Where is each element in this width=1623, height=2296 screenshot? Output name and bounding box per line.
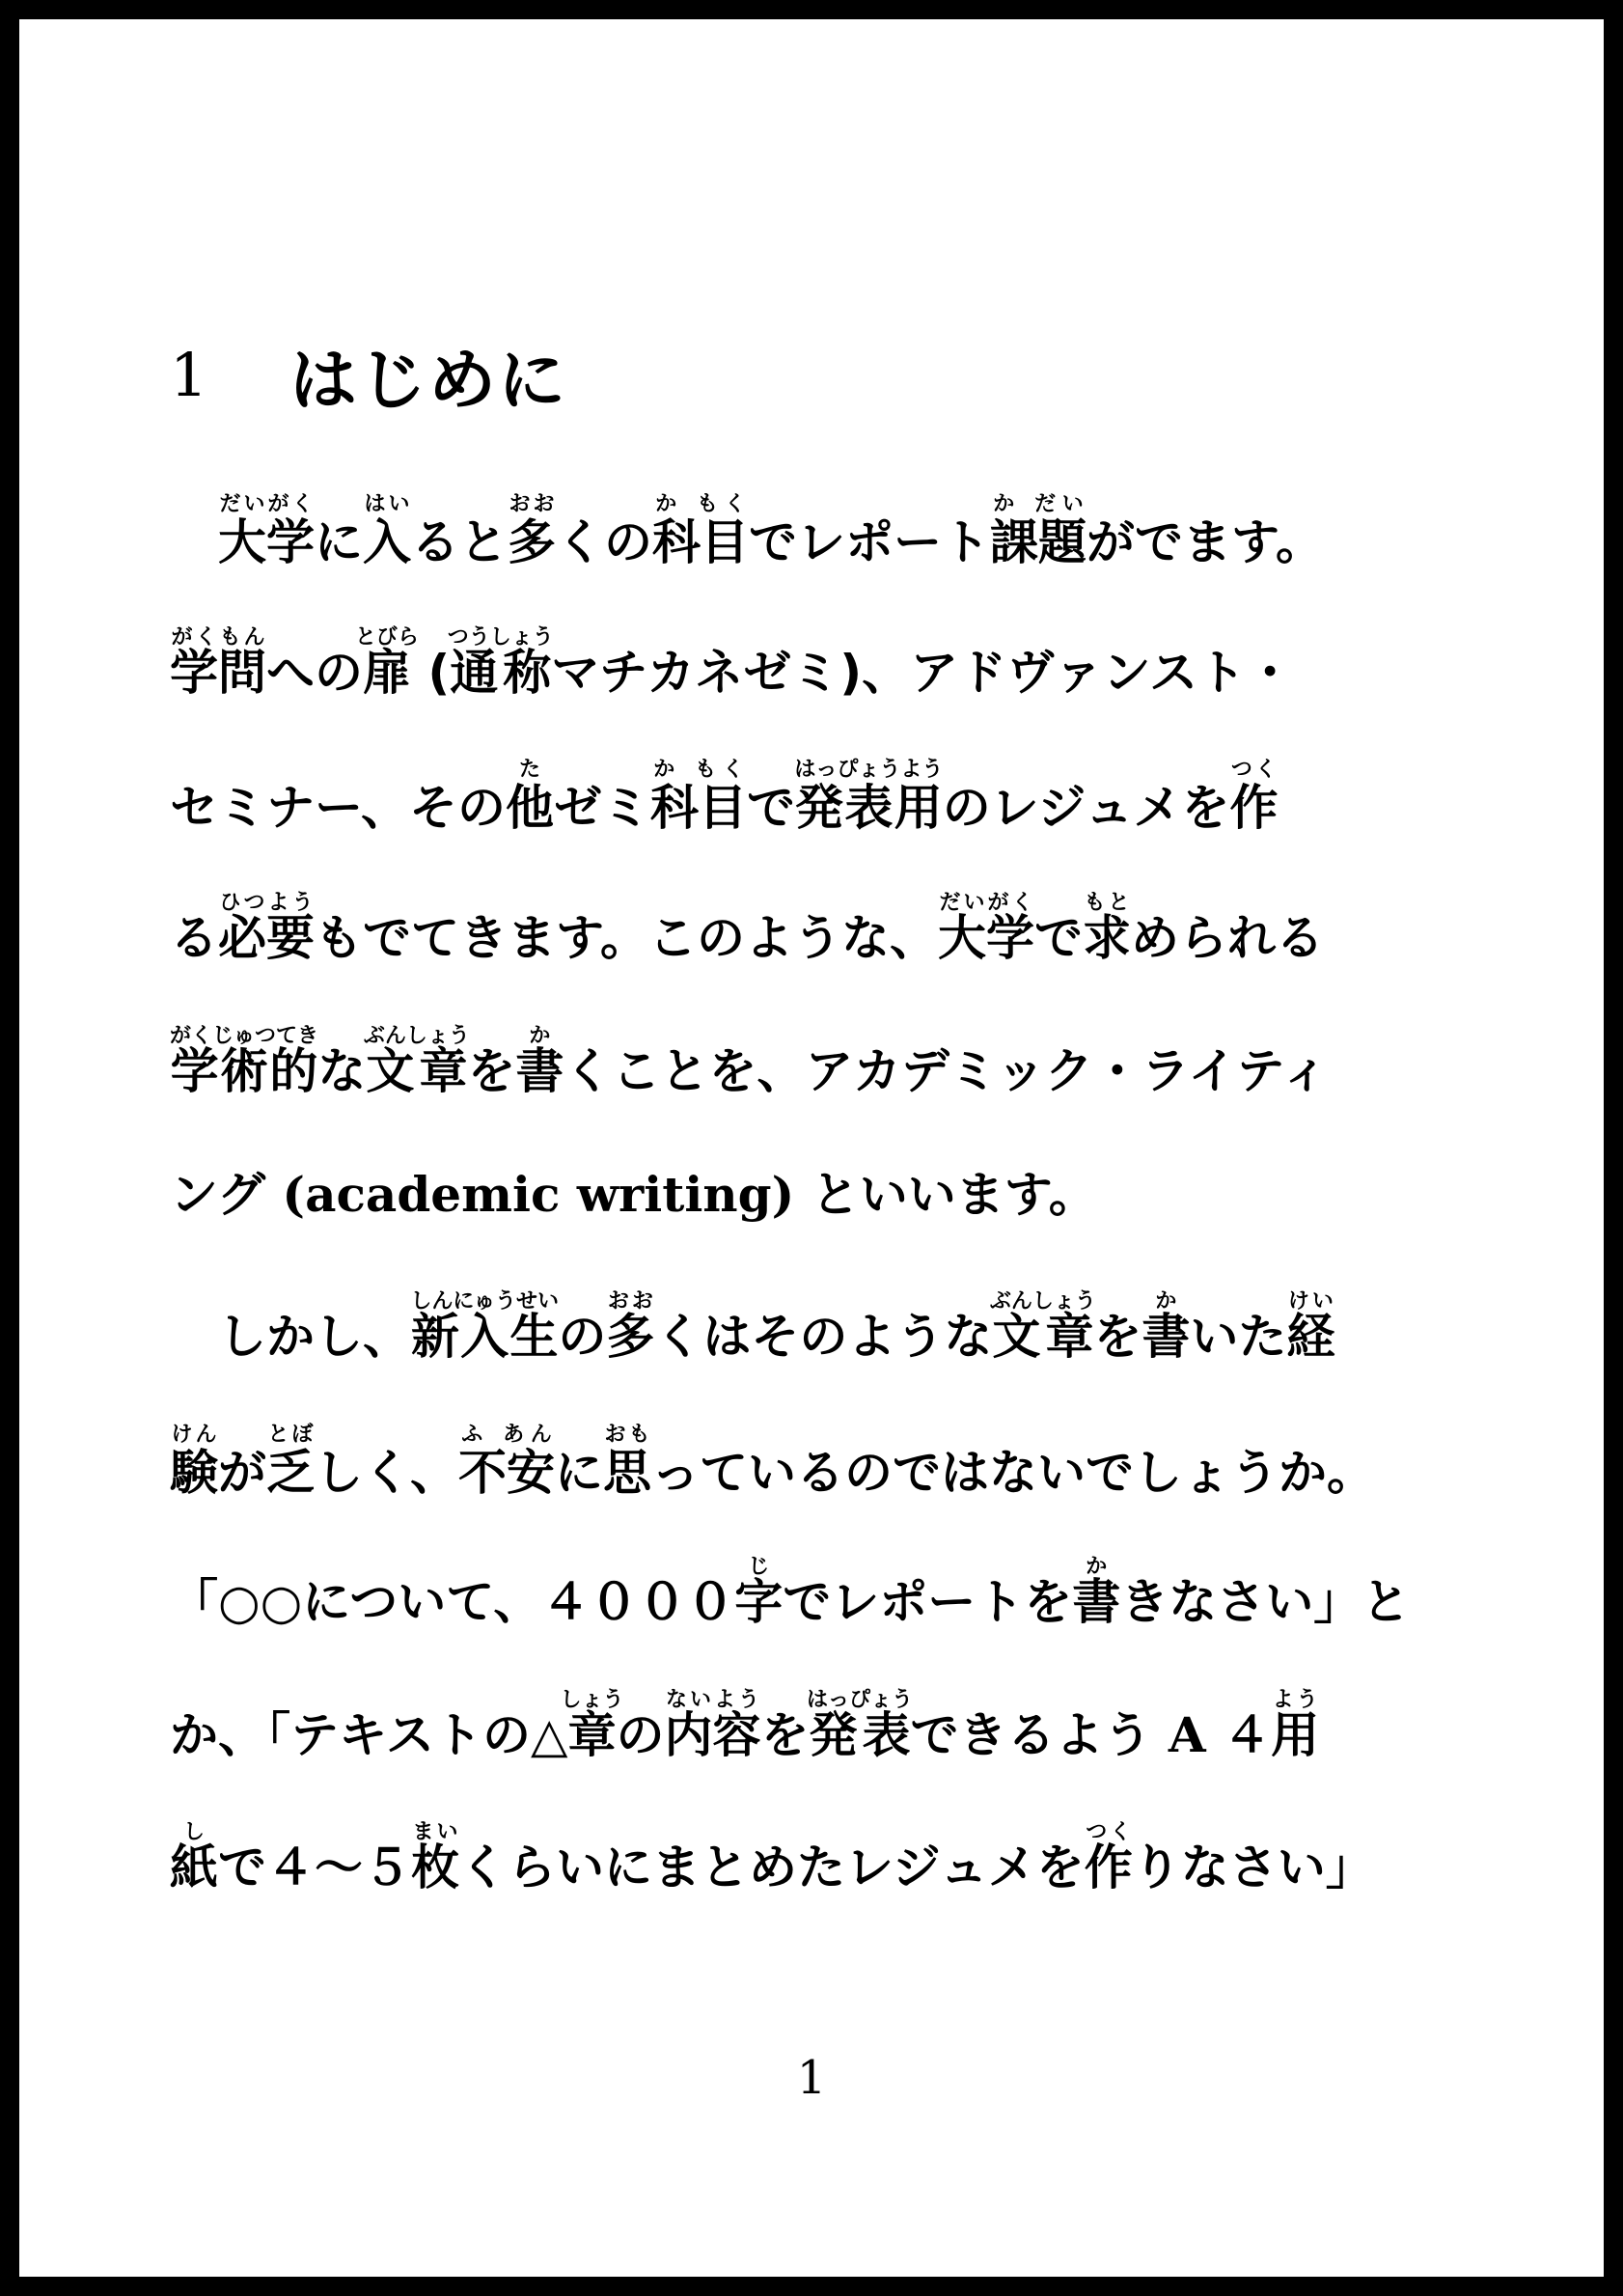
ruby-word [363,1024,470,1099]
paragraph-line [170,1289,1472,1405]
ruby-word [806,1688,913,1763]
ruby-word [650,758,747,836]
ruby-base: 多 [508,514,556,570]
text-run: 「○○について、４０００ [170,1574,735,1630]
furigana: だいがく [938,891,1034,915]
text-run: か、「テキストの△ [170,1707,568,1763]
ruby-word [794,758,944,836]
paragraph-line [170,1423,1472,1538]
furigana: けん [170,1423,218,1447]
section-number: 1 [170,339,208,410]
ruby-word [1142,1289,1191,1365]
furigana: か [515,1024,564,1048]
ruby-base: 通称 [447,645,554,701]
ruby-base: 学術的 [170,1043,318,1099]
ruby-base: 字 [734,1574,784,1630]
furigana: し [170,1820,218,1844]
ruby-base: 文章 [363,1043,470,1099]
text-run: でレポート [749,514,990,570]
text-run: を [1093,1309,1142,1365]
text-run: しく、 [315,1445,458,1501]
ruby-base: 多 [606,1309,655,1365]
furigana: とびら [355,625,420,650]
ruby-word [506,758,554,836]
text-run: の [616,1707,665,1763]
ruby-base: 他 [506,780,554,836]
ruby-base: 扉 [355,645,419,701]
paragraph-line [170,625,1472,741]
ruby-word [515,1024,564,1099]
paragraph-line [170,492,1472,608]
furigana: しんにゅうせい [410,1289,559,1314]
text-run: できるよう [910,1707,1169,1763]
ruby-base: 入 [363,514,411,570]
furigana: ひつよう [218,891,315,915]
ruby-word [1083,891,1131,966]
ruby-word [606,1289,655,1365]
ruby-word [1229,758,1279,836]
ruby-base: 書 [515,1043,564,1099]
ruby-base: 科目 [652,514,749,570]
text-run: しかし、 [218,1309,411,1365]
paragraph-line [170,1024,1472,1140]
furigana: か [1072,1555,1121,1579]
ruby-word [603,1423,651,1501]
latin-text: (academic writing) [282,1166,795,1223]
paragraph-line [170,758,1472,873]
text-run: で [747,780,795,836]
ruby-word [218,891,315,966]
paragraph-line [170,891,1472,1007]
text-run: くらいにまとめたレジュメを [459,1840,1085,1895]
text-run: を [467,1043,516,1099]
section-title: はじめに [289,340,567,420]
furigana: ないよう [664,1688,761,1712]
ruby-word [411,1820,459,1895]
ruby-base: 枚 [411,1840,459,1895]
ruby-word [170,1423,218,1501]
text-run: で４～５ [218,1840,411,1895]
text-run: る [170,910,218,966]
text-run: ゼミ [554,780,650,836]
ruby-word [363,492,411,570]
text-run: いた [1190,1309,1287,1365]
furigana: つく [1229,758,1279,782]
text-run: マチカネゼミ)、アドヴァンスト・ [551,645,1295,701]
furigana: はい [363,492,411,516]
ruby-base: 作 [1084,1840,1133,1895]
furigana: おも [603,1423,651,1447]
ruby-word [734,1555,784,1630]
furigana: だいがく [218,492,315,516]
ruby-word [218,492,315,570]
ruby-word [1286,1289,1335,1365]
ruby-base: 大学 [938,910,1034,966]
ruby-base: 思 [603,1445,651,1501]
ruby-base: 発表 [806,1707,913,1763]
furigana: ぶんしょう [989,1289,1096,1314]
text-run: が [218,1445,266,1501]
furigana: つく [1084,1820,1133,1844]
text-run: な [317,1043,367,1099]
text-run: くの [556,514,652,570]
furigana: か だい [990,492,1087,516]
ruby-word [1072,1555,1121,1630]
furigana: しょう [560,1688,624,1712]
ruby-word [508,492,556,570]
paragraph-line [170,1820,1472,1936]
ruby-word [652,492,749,570]
ruby-base: 新入生 [410,1309,559,1365]
ruby-word [410,1289,559,1365]
text-run: がでます。 [1087,514,1324,570]
text-run: ４ [1205,1707,1272,1763]
ruby-word [938,891,1034,966]
text-run: くはそのような [654,1309,993,1365]
ruby-base: 書 [1072,1574,1121,1630]
ruby-word [355,625,420,701]
ruby-word [664,1688,761,1763]
ruby-word [1271,1688,1320,1763]
furigana: か [1142,1289,1191,1314]
ruby-base: 作 [1229,780,1279,836]
ruby-base: 発表用 [794,780,944,836]
furigana: はっぴょうよう [794,758,944,782]
text-run: められる [1131,910,1324,966]
text-run: もでてきます。このような、 [315,910,938,966]
ruby-base: 内容 [664,1707,761,1763]
page-number: 1 [796,2051,827,2105]
furigana: もと [1083,891,1131,915]
ruby-word [170,1024,319,1099]
furigana: おお [606,1289,655,1314]
text-run: ング [170,1167,283,1223]
furigana: とぼ [266,1423,315,1447]
ruby-word [990,492,1087,570]
section-heading [170,326,567,423]
ruby-base: 必要 [218,910,315,966]
ruby-base: 課題 [990,514,1087,570]
furigana: まい [411,1820,459,1844]
ruby-base: 験 [170,1445,218,1501]
furigana: がくもん [170,625,266,650]
text-run: の [558,1309,607,1365]
furigana: か もく [650,758,747,782]
ruby-base: 学問 [170,645,266,701]
ruby-base: 書 [1142,1309,1191,1365]
text-run: きなさい」と [1120,1574,1411,1630]
ruby-base: 求 [1083,910,1131,966]
text-run: への [266,645,363,701]
ruby-base: 経 [1286,1309,1335,1365]
furigana: けい [1286,1289,1335,1314]
furigana: つうしょう [447,625,554,650]
furigana: ふ あん [458,1423,555,1447]
paragraph-line [170,1156,1472,1272]
furigana: はっぴょう [806,1688,913,1712]
furigana: か もく [652,492,749,516]
paragraph-line [170,1688,1472,1804]
ruby-word [989,1289,1096,1365]
furigana: がくじゅつてき [170,1024,319,1048]
ruby-base: 文章 [989,1309,1096,1365]
ruby-base: 大学 [218,514,315,570]
ruby-base: 用 [1271,1707,1320,1763]
ruby-word [447,625,554,701]
latin-text: A [1168,1706,1206,1763]
furigana: おお [508,492,556,516]
text-run: で [1034,910,1083,966]
ruby-word [266,1423,315,1501]
paragraph-line [170,1555,1472,1671]
ruby-base: 乏 [266,1445,315,1501]
text-run: ( [411,645,451,701]
ruby-base: 不安 [458,1445,555,1501]
text-run: セミナー、その [170,780,506,836]
text-run: ると [411,514,508,570]
text-run: に [315,514,363,570]
ruby-word [1084,1820,1133,1895]
ruby-word [170,625,266,701]
furigana: じ [734,1555,784,1579]
ruby-base: 紙 [170,1840,218,1895]
furigana: よう [1271,1688,1320,1712]
furigana: ぶんしょう [363,1024,470,1048]
text-run: を [760,1707,810,1763]
text-run: でレポートを [783,1574,1073,1630]
text-run: くことを、アカデミック・ライティ [564,1043,1330,1099]
text-run: っているのではないでしょうか。 [651,1445,1375,1501]
ruby-base: 科目 [650,780,747,836]
ruby-base: 章 [560,1707,624,1763]
text-run: といいます。 [794,1167,1097,1223]
furigana: た [506,758,554,782]
text-run: のレジュメを [942,780,1230,836]
document-page [19,19,1604,2277]
text-run: りなさい」 [1132,1840,1374,1895]
ruby-word [458,1423,555,1501]
ruby-word [170,1820,218,1895]
text-run: に [555,1445,603,1501]
ruby-word [560,1688,624,1763]
